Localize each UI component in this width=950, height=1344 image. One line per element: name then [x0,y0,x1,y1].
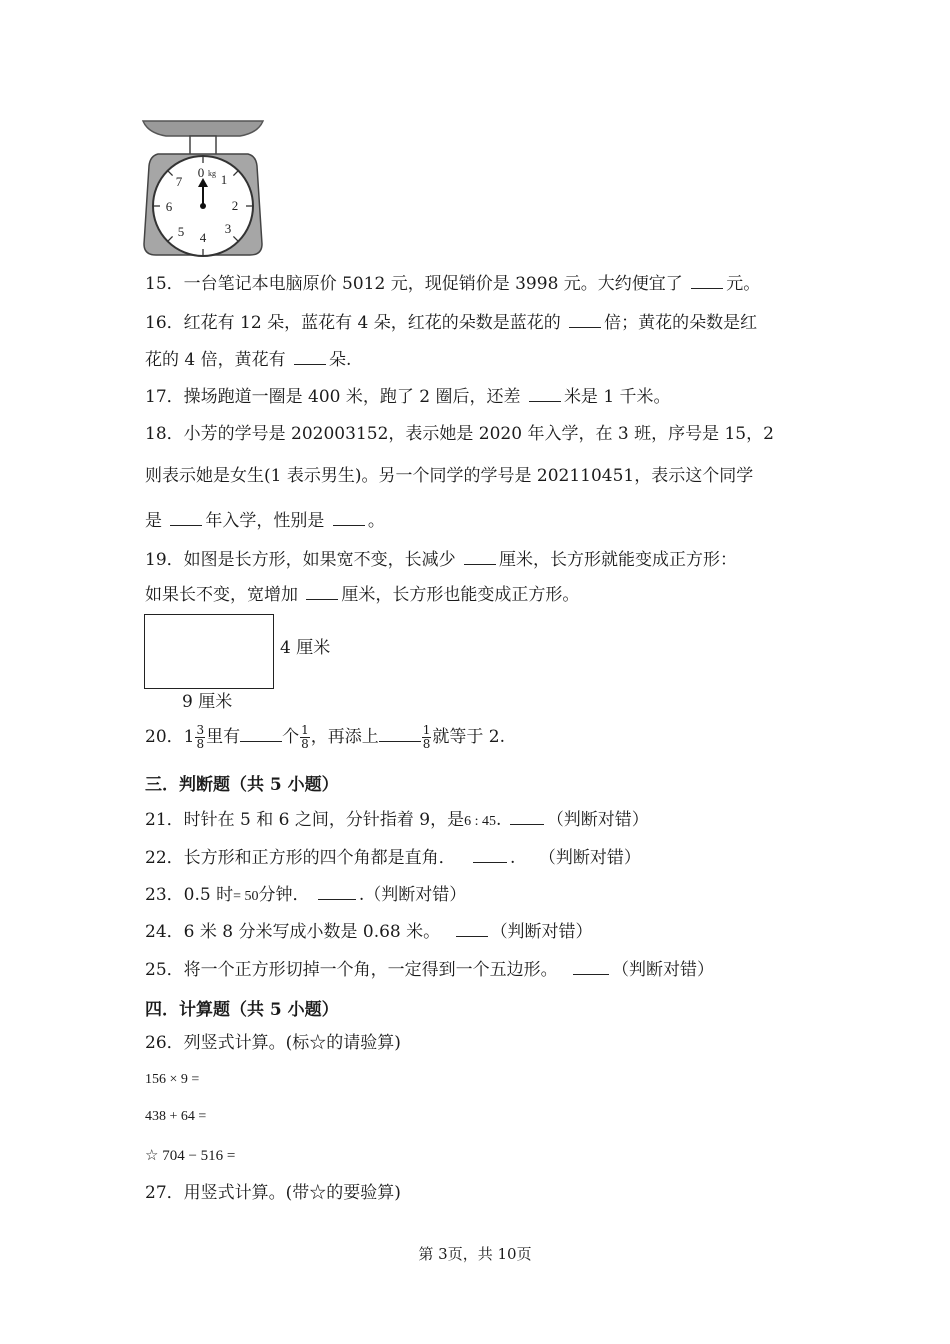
answer-blank[interactable] [170,509,202,526]
answer-blank[interactable] [569,311,601,328]
rectangle-figure [144,614,274,689]
question-27: 27．用竖式计算。(带☆的要验算) [145,1183,401,1203]
answer-blank[interactable] [464,548,496,565]
question-17: 17．操场跑道一圈是 400 米，跑了 2 圈后，还差 米是 1 千米。 [145,387,671,407]
question-18: 18．小芳的学号是 202003152，表示她是 2020 年入学，在 3 班，序号是 15，2 [145,424,774,444]
dial-4: 4 [199,230,207,245]
question-20: 20．1 $\frac{3}{8}$ 里有 个 $\frac{1}{8}$ ，再添上 $\frac{1}{8}$ 就等于 2. [145,723,506,751]
answer-blank[interactable] [240,725,282,742]
question-16: 16．红花有 12 朵，蓝花有 4 朵，红花的朵数是蓝花的 倍；黄花的朵数是红 [145,313,758,333]
question-18-line2: 则表示她是女生(1 表示男生)。另一个同学的学号是 202110451，表示这个同学 [145,466,754,486]
section-4-title: 四．计算题（共 5 小题） [145,1000,339,1020]
calc-expression-3: ☆ 704 − 516 = [145,1148,236,1164]
dial-2: 2 [231,198,239,213]
question-23: 23．0.5 时= 50分钟． .（判断对错） [145,885,467,905]
question-26: 26．列竖式计算。(标☆的请验算) [145,1033,401,1053]
question-19-line2: 如果长不变，宽增加 厘米，长方形也能变成正方形。 [145,585,580,605]
question-22: 22．长方形和正方形的四个角都是直角． . （判断对错） [145,848,641,868]
dial-1: 1 [220,172,228,187]
section-3-title: 三．判断题（共 5 小题） [145,775,339,795]
dial-zero: 0 [197,165,205,180]
calc-expression-2: 438 + 64 = [145,1109,207,1124]
question-25: 25．将一个正方形切掉一个角，一定得到一个五边形。 （判断对错） [145,960,715,980]
question-16-line2: 花的 4 倍，黄花有 朵. [145,350,352,370]
answer-blank[interactable] [379,725,421,742]
answer-blank[interactable] [318,883,356,900]
answer-blank[interactable] [333,509,365,526]
answer-blank[interactable] [691,272,723,289]
answer-blank[interactable] [456,920,488,937]
dial-5: 5 [177,224,185,239]
dial-3: 3 [224,221,232,236]
question-21: 21．时针在 5 和 6 之间，分针指着 9，是6 : 45. （判断对错） [145,810,649,830]
answer-blank[interactable] [473,846,507,863]
question-24: 24．6 米 8 分米写成小数是 0.68 米。 （判断对错） [145,922,593,942]
question-19: 19．如图是长方形，如果宽不变，长减少 厘米，长方形就能变成正方形： [145,550,738,570]
calc-expression-1: 156 × 9 = [145,1072,200,1087]
rect-length-label: 9 厘米 [182,692,233,712]
answer-blank[interactable] [510,808,544,825]
dial-7: 7 [175,174,183,189]
unit-fraction: $\frac{1}{8}$ [301,723,309,751]
kitchen-scale-figure [140,118,266,260]
answer-blank[interactable] [529,385,561,402]
answer-blank[interactable] [294,348,326,365]
dial-6: 6 [165,199,173,214]
unit-fraction-2: $\frac{1}{8}$ [422,723,431,751]
page-footer: 第 3页，共 10页 [418,1245,532,1263]
answer-blank[interactable] [306,583,338,600]
mixed-fraction: $\frac{3}{8}$ [196,723,205,751]
question-18-line3: 是 年入学，性别是 。 [145,511,385,531]
answer-blank[interactable] [573,958,609,975]
rect-width-label: 4 厘米 [280,638,331,658]
question-15: 15．一台笔记本电脑原价 5012 元，现促销价是 3998 元。大约便宜了 元。 [145,274,761,294]
dial-unit: kg [208,169,216,178]
